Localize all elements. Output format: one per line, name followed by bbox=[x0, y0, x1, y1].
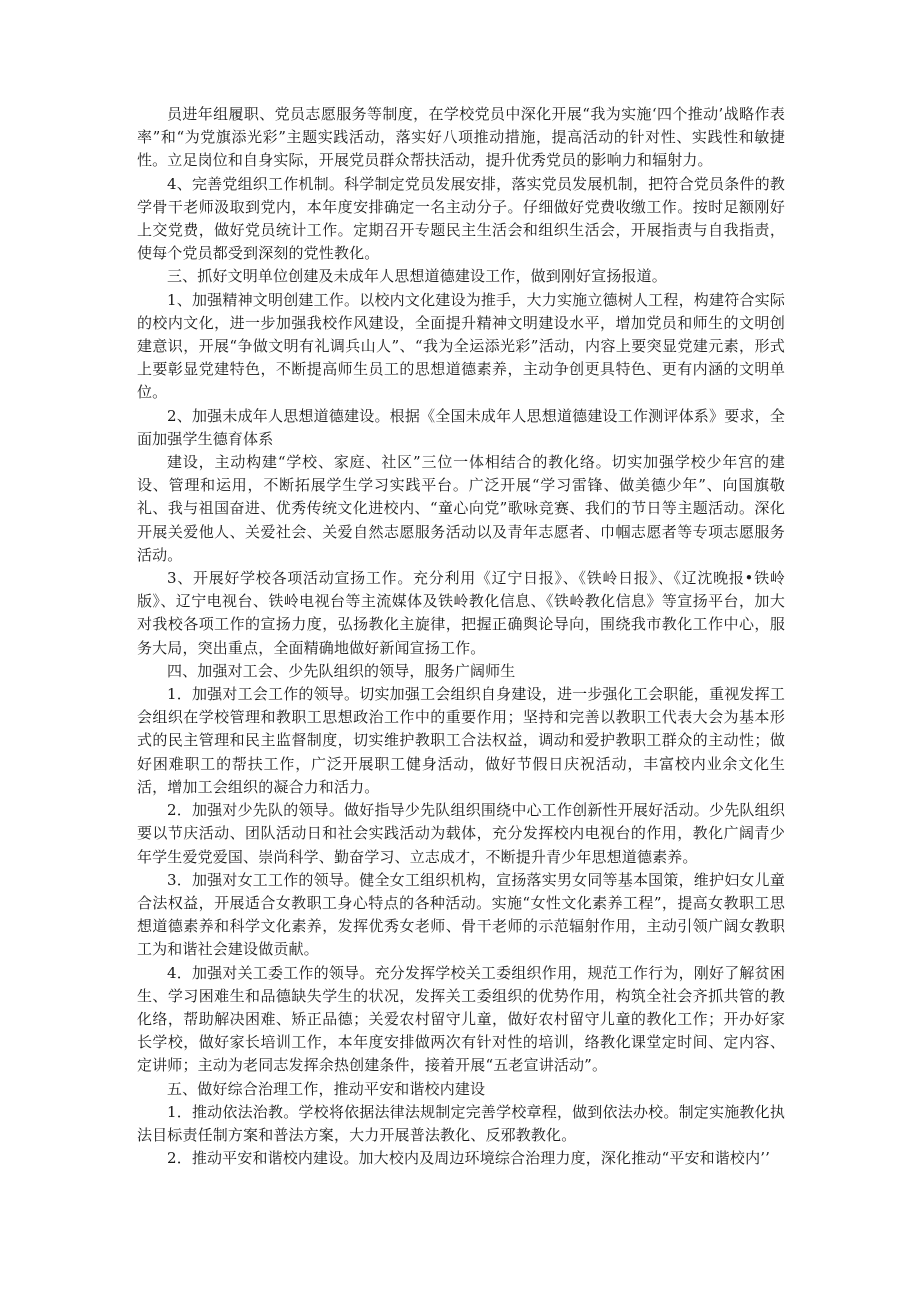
document-body bbox=[137, 103, 785, 1170]
paragraph-safe-campus: 2．推动平安和谐校内建设。加大校内及周边环境综合治理力度，深化推动“平安和谐校内’’ bbox=[167, 1149, 771, 1168]
paragraph-spiritual-civilization: 1、加强精神文明创建工作。以校内文化建设为推手，大力实施立德树人工程，构建符合实际的校内文化，进一步加强我校作风建设，全面提升精神文明建设水平，增加党员和师生的文明创建意识，开展“争做文明有礼调兵山人”、“我为全运添光彩”活动，内容上要突显党建元素，形式上要彰显党建特色，不断提高师生员工的思想道德素养，主动争创更具特色、更有内涵的文明单位。 bbox=[137, 290, 785, 402]
paragraph-care-committee: 4．加强对关工委工作的领导。充分发挥学校关工委组织作用，规范工作行为，刚好了解贫困生、学习困难生和品德缺失学生的状况，发挥关工委组织的优势作用，构筑全社会齐抓共管的教化络，帮助解决困难、矫正品德；关爱农村留守儿童，做好农村留守儿童的教化工作；开办好家长学校，做好家长培训工作，本年度安排做两次有针对性的培训，络教化课堂定时间、定内容、定讲师；主动为老同志发挥余热创建条件，接着开展“五老宣讲活动”。 bbox=[137, 963, 785, 1075]
paragraph-party-member-duties: 员进年组履职、党员志愿服务等制度，在学校党员中深化开展“我为实施‘四个推动’战略作表率”和“为党旗添光彩”主题实践活动，落实好八项推动措施，提高活动的针对性、实践性和敏捷性。立足岗位和自身实际，开展党员群众帮扶活动，提升优秀党员的影响力和辐射力。 bbox=[137, 105, 785, 170]
section-heading-union-pioneers: 四、加强对工会、少先队组织的领导，服务广阔师生 bbox=[167, 661, 516, 680]
paragraph-female-workers: 3．加强对女工工作的领导。健全女工组织机构，宣扬落实男女同等基本国策，维护妇女儿童合法权益，开展适合女教职工身心特点的各种活动。实施“女性文化素养工程”，提高女教职工思想道德素养和科学文化素养，发挥优秀女老师、骨干老师的示范辐射作用，主动引领广阔女教职工为和谐社会建设做贡献。 bbox=[137, 870, 785, 959]
paragraph-moral-education-construction: 建设，主动构建“学校、家庭、社区”三位一体相结合的教化络。切实加强学校少年宫的建设、管理和运用，不断拓展学生学习实践平台。广泛开展“学习雷锋、做美德少年”、向国旗敬礼、我与祖国奋进、优秀传统文化进校内、“童心向党”歌咏竞赛、我们的节日等主题活动。深化开展关爱他人、关爱社会、关爱自然志愿服务活动以及青年志愿者、巾帼志愿者等专项志愿服务活动。 bbox=[137, 453, 785, 564]
paragraph-publicity-work: 3、开展好学校各项活动宣扬工作。充分利用《辽宁日报》、《铁岭日报》、《辽沈晚报•铁岭版》、辽宁电视台、铁岭电视台等主流媒体及铁岭教化信息、《铁岭教化信息》等宣扬平台，加大对我校各项工作的宣扬力度，弘扬教化主旋律，把握正确舆论导向，围绕我市教化工作中心，服务大局，突出重点，全面精确地做好新闻宣扬工作。 bbox=[137, 569, 785, 657]
paragraph-young-pioneers: 2．加强对少先队的领导。做好指导少先队组织围绕中心工作创新性开展好活动。少先队组织要以节庆活动、团队活动日和社会实践活动为载体，充分发挥校内电视台的作用，教化广阔青少年学生爱党爱国、崇尚科学、勤奋学习、立志成才，不断提升青少年思想道德素养。 bbox=[137, 801, 785, 866]
paragraph-party-organization-mechanism: 4、完善党组织工作机制。科学制定党员发展安排，落实党员发展机制，把符合党员条件的教学骨干老师汲取到党内，本年度安排确定一名主动分子。仔细做好党费收缴工作。按时足额刚好上交党费，做好党员统计工作。定期召开专题民主生活会和组织生活会，开展指责与自我指责，使每个党员都受到深刻的党性教化。 bbox=[137, 174, 785, 263]
paragraph-rule-of-law: 1．推动依法治教。学校将依据法律法规制定完善学校章程，做到依法办校。制定实施教化执法目标责任制方案和普法方案，大力开展普法教化、反邪教教化。 bbox=[137, 1102, 785, 1144]
paragraph-minor-moral-education: 2、加强未成年人思想道德建设。根据《全国未成年人思想道德建设工作测评体系》要求，全面加强学生德育体系 bbox=[137, 406, 785, 448]
section-heading-safety: 五、做好综合治理工作，推动平安和谐校内建设 bbox=[167, 1079, 486, 1098]
section-heading-civilization: 三、抓好文明单位创建及未成年人思想道德建设工作，做到刚好宣扬报道。 bbox=[167, 267, 667, 286]
paragraph-union-work: 1．加强对工会工作的领导。切实加强工会组织自身建设，进一步强化工会职能，重视发挥工会组织在学校管理和教职工思想政治工作中的重要作用；坚持和完善以教职工代表大会为基本形式的民主管理和民主监督制度，切实维护教职工合法权益，调动和爱护教职工群众的主动性；做好困难职工的帮扶工作，广泛开展职工健身活动，做好节假日庆祝活动，丰富校内业余文化生活，增加工会组织的凝合力和活力。 bbox=[137, 685, 785, 796]
